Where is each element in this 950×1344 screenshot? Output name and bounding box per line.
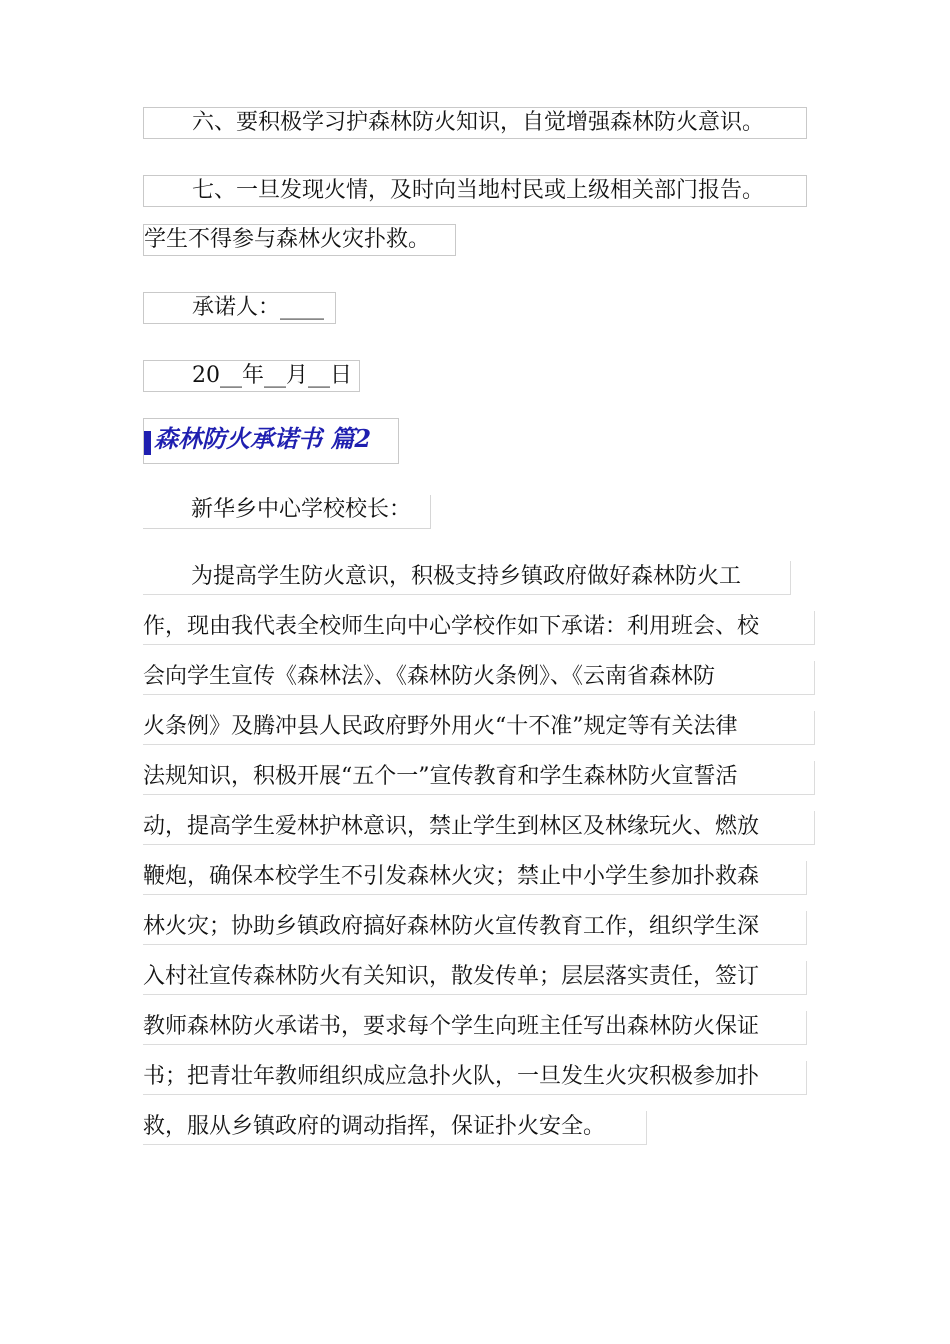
section-heading-text: 森林防火承诺书 篇2 bbox=[154, 424, 372, 453]
clause-seven-line-2: 学生不得参与森林火灾扑救。 bbox=[143, 224, 456, 256]
body-line: 书；把青壮年教师组织成应急扑火队，一旦发生火灾积极参加扑 bbox=[143, 1061, 807, 1095]
body-line: 为提高学生防火意识，积极支持乡镇政府做好森林防火工 bbox=[143, 561, 791, 595]
body-line: 法规知识，积极开展“五个一”宣传教育和学生森林防火宣誓活 bbox=[143, 761, 815, 795]
body-line: 动，提高学生爱林护林意识，禁止学生到林区及林缘玩火、燃放 bbox=[143, 811, 815, 845]
salutation: 新华乡中心学校校长： bbox=[143, 495, 431, 529]
body-line: 鞭炮，确保本校学生不引发森林火灾；禁止中小学生参加扑救森 bbox=[143, 861, 807, 895]
body-line: 作，现由我代表全校师生向中心学校作如下承诺：利用班会、校 bbox=[143, 611, 815, 645]
body-line: 林火灾；协助乡镇政府搞好森林防火宣传教育工作，组织学生深 bbox=[143, 911, 807, 945]
body-line: 会向学生宣传《森林法》、《森林防火条例》、《云南省森林防 bbox=[143, 661, 815, 695]
body-line: 火条例》及腾冲县人民政府野外用火“十不准”规定等有关法律 bbox=[143, 711, 815, 745]
body-line: 入村社宣传森林防火有关知识，散发传单；层层落实责任，签订 bbox=[143, 961, 807, 995]
heading-marker bbox=[144, 431, 151, 455]
section-heading bbox=[143, 418, 399, 464]
date-line: 20__年__月__日 bbox=[143, 360, 360, 392]
body-line: 教师森林防火承诺书，要求每个学生向班主任写出森林防火保证 bbox=[143, 1011, 807, 1045]
clause-seven-line-1: 七、一旦发现火情，及时向当地村民或上级相关部门报告。 bbox=[143, 175, 807, 207]
promisor-signature-line: 承诺人：____ bbox=[143, 292, 336, 324]
clause-six: 六、要积极学习护森林防火知识，自觉增强森林防火意识。 bbox=[143, 107, 807, 139]
body-line: 救，服从乡镇政府的调动指挥，保证扑火安全。 bbox=[143, 1111, 647, 1145]
